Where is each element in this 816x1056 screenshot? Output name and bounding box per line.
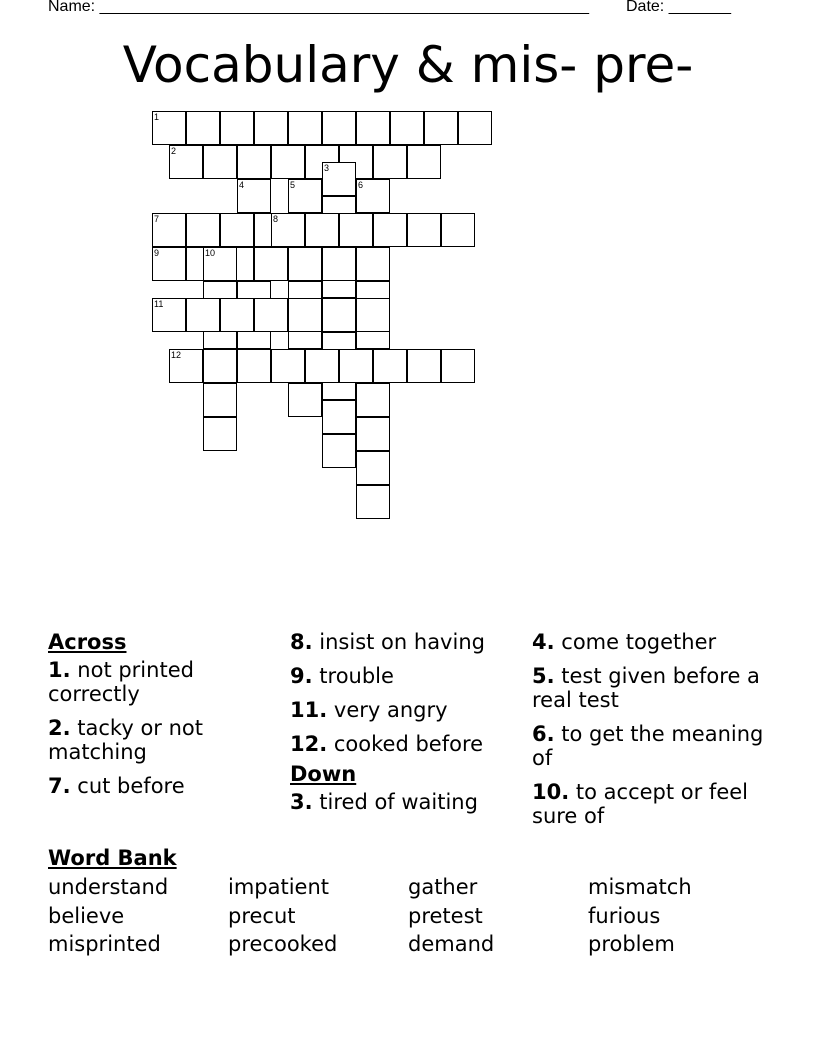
- grid-cell[interactable]: [203, 383, 237, 417]
- grid-cell[interactable]: [373, 349, 407, 383]
- clue-column-3: [532, 630, 772, 838]
- clue-number: 8.: [290, 630, 313, 654]
- clue-across-2: [48, 716, 278, 764]
- clue-number: 7.: [48, 774, 71, 798]
- grid-cell[interactable]: [458, 111, 492, 145]
- grid-cell[interactable]: [186, 298, 220, 332]
- clue-number: 12.: [290, 732, 328, 756]
- clue-text: cut before: [77, 774, 185, 798]
- clue-number: 1.: [48, 658, 71, 682]
- grid-cell-number: 3: [324, 163, 330, 173]
- grid-cell[interactable]: [220, 111, 254, 145]
- grid-cell[interactable]: [322, 434, 356, 468]
- grid-cell[interactable]: [373, 145, 407, 179]
- clue-down-6: [532, 722, 772, 770]
- grid-cell[interactable]: [305, 213, 339, 247]
- clue-text: tired of waiting: [319, 790, 478, 814]
- grid-cell-number: 2: [171, 146, 177, 156]
- word-bank-item: believe: [48, 904, 125, 928]
- grid-cell[interactable]: [271, 145, 305, 179]
- date-line: Date: _______: [626, 0, 731, 15]
- word-bank-item: precooked: [228, 932, 338, 956]
- grid-cell[interactable]: [152, 213, 186, 247]
- grid-cell-number: 4: [239, 180, 245, 190]
- name-line: Name: _______________________________________________________: [48, 0, 589, 15]
- grid-cell[interactable]: [356, 451, 390, 485]
- clue-number: 2.: [48, 716, 71, 740]
- clue-across-1: [48, 658, 278, 706]
- grid-cell-number: 11: [154, 299, 164, 309]
- grid-cell[interactable]: [152, 111, 186, 145]
- grid-cell[interactable]: [237, 349, 271, 383]
- clue-text: to get the meaning of: [532, 722, 764, 770]
- grid-cell[interactable]: [356, 179, 390, 213]
- page-title: Vocabulary & mis- pre-: [122, 36, 694, 94]
- word-bank-item: pretest: [408, 904, 483, 928]
- down-heading: Down: [290, 762, 357, 786]
- clue-across-8: [290, 630, 526, 654]
- grid-cell[interactable]: [288, 179, 322, 213]
- grid-cell[interactable]: [186, 111, 220, 145]
- clue-column-2: [290, 630, 526, 824]
- clue-number: 10.: [532, 780, 570, 804]
- clue-across-12: [290, 732, 526, 756]
- grid-cell-number: 1: [154, 112, 160, 122]
- grid-cell[interactable]: [356, 111, 390, 145]
- grid-cell[interactable]: [356, 298, 390, 332]
- grid-cell[interactable]: [152, 298, 186, 332]
- grid-cell[interactable]: [339, 349, 373, 383]
- clue-across-7: [48, 774, 278, 798]
- grid-cell[interactable]: [424, 111, 458, 145]
- clue-text: test given before a real test: [532, 664, 760, 712]
- clue-text: very angry: [333, 698, 448, 722]
- word-bank-item: misprinted: [48, 932, 161, 956]
- word-bank-item: mismatch: [588, 875, 692, 899]
- grid-cell-number: 12: [171, 350, 182, 360]
- grid-cell[interactable]: [356, 383, 390, 417]
- grid-cell[interactable]: [288, 111, 322, 145]
- grid-cell-number: 9: [154, 248, 160, 258]
- grid-cell-number: 10: [205, 248, 216, 258]
- grid-cell[interactable]: [339, 213, 373, 247]
- grid-cell[interactable]: [203, 349, 237, 383]
- grid-cell[interactable]: [322, 400, 356, 434]
- grid-cell[interactable]: [373, 213, 407, 247]
- grid-cell[interactable]: [288, 298, 322, 332]
- grid-cell[interactable]: [220, 213, 254, 247]
- grid-cell[interactable]: [356, 485, 390, 519]
- grid-cell[interactable]: [186, 213, 220, 247]
- clue-column-1: [48, 630, 278, 808]
- clue-down-10: [532, 780, 772, 828]
- grid-cell[interactable]: [322, 111, 356, 145]
- clue-number: 4.: [532, 630, 555, 654]
- grid-cell[interactable]: [220, 298, 254, 332]
- grid-cell[interactable]: [254, 298, 288, 332]
- grid-cell-number: 6: [358, 180, 364, 190]
- word-bank-item: understand: [48, 875, 169, 899]
- grid-cell[interactable]: [407, 349, 441, 383]
- grid-cell[interactable]: [237, 179, 271, 213]
- word-bank-item: impatient: [228, 875, 330, 899]
- clue-number: 6.: [532, 722, 555, 746]
- clue-text: cooked before: [333, 732, 484, 756]
- grid-cell[interactable]: [356, 417, 390, 451]
- grid-cell[interactable]: [288, 383, 322, 417]
- clue-across-9: [290, 664, 526, 688]
- clue-text: trouble: [319, 664, 394, 688]
- clue-text: come together: [561, 630, 717, 654]
- grid-cell[interactable]: [203, 247, 237, 281]
- grid-cell[interactable]: [407, 145, 441, 179]
- word-bank-item: problem: [588, 932, 675, 956]
- clue-text: not printed correctly: [48, 658, 194, 706]
- grid-cell[interactable]: [254, 111, 288, 145]
- grid-cell[interactable]: [271, 349, 305, 383]
- grid-cell[interactable]: [322, 298, 356, 332]
- grid-cell[interactable]: [237, 145, 271, 179]
- grid-cell[interactable]: [356, 247, 390, 281]
- grid-cell[interactable]: [254, 247, 288, 281]
- clue-down-4: [532, 630, 772, 654]
- grid-cell-number: 8: [273, 214, 279, 224]
- grid-cell[interactable]: [169, 349, 203, 383]
- grid-cell[interactable]: [271, 213, 305, 247]
- grid-cell[interactable]: [390, 111, 424, 145]
- grid-cell-number: 5: [290, 180, 296, 190]
- clue-down-5: [532, 664, 772, 712]
- word-bank-item: gather: [408, 875, 478, 899]
- grid-cell[interactable]: [203, 145, 237, 179]
- grid-cell[interactable]: [441, 349, 475, 383]
- grid-cell[interactable]: [288, 247, 322, 281]
- grid-cell[interactable]: [305, 349, 339, 383]
- clue-text: tacky or not matching: [48, 716, 203, 764]
- grid-cell[interactable]: [169, 145, 203, 179]
- word-bank-item: precut: [228, 904, 296, 928]
- grid-cell[interactable]: [152, 247, 186, 281]
- clue-down-3: [290, 790, 526, 814]
- clue-across-11: [290, 698, 526, 722]
- clue-text: to accept or feel sure of: [532, 780, 748, 828]
- clue-number: 3.: [290, 790, 313, 814]
- grid-cell[interactable]: [322, 247, 356, 281]
- word-bank-heading: Word Bank: [48, 846, 177, 870]
- word-bank-item: demand: [408, 932, 495, 956]
- grid-cell[interactable]: [441, 213, 475, 247]
- grid-cell[interactable]: [322, 162, 356, 196]
- across-heading: Across: [48, 630, 127, 654]
- word-bank-item: furious: [588, 904, 661, 928]
- grid-cell[interactable]: [203, 417, 237, 451]
- grid-cell-number: 7: [154, 214, 160, 224]
- clue-number: 5.: [532, 664, 555, 688]
- clue-number: 9.: [290, 664, 313, 688]
- clue-text: insist on having: [319, 630, 485, 654]
- clue-number: 11.: [290, 698, 328, 722]
- grid-cell[interactable]: [407, 213, 441, 247]
